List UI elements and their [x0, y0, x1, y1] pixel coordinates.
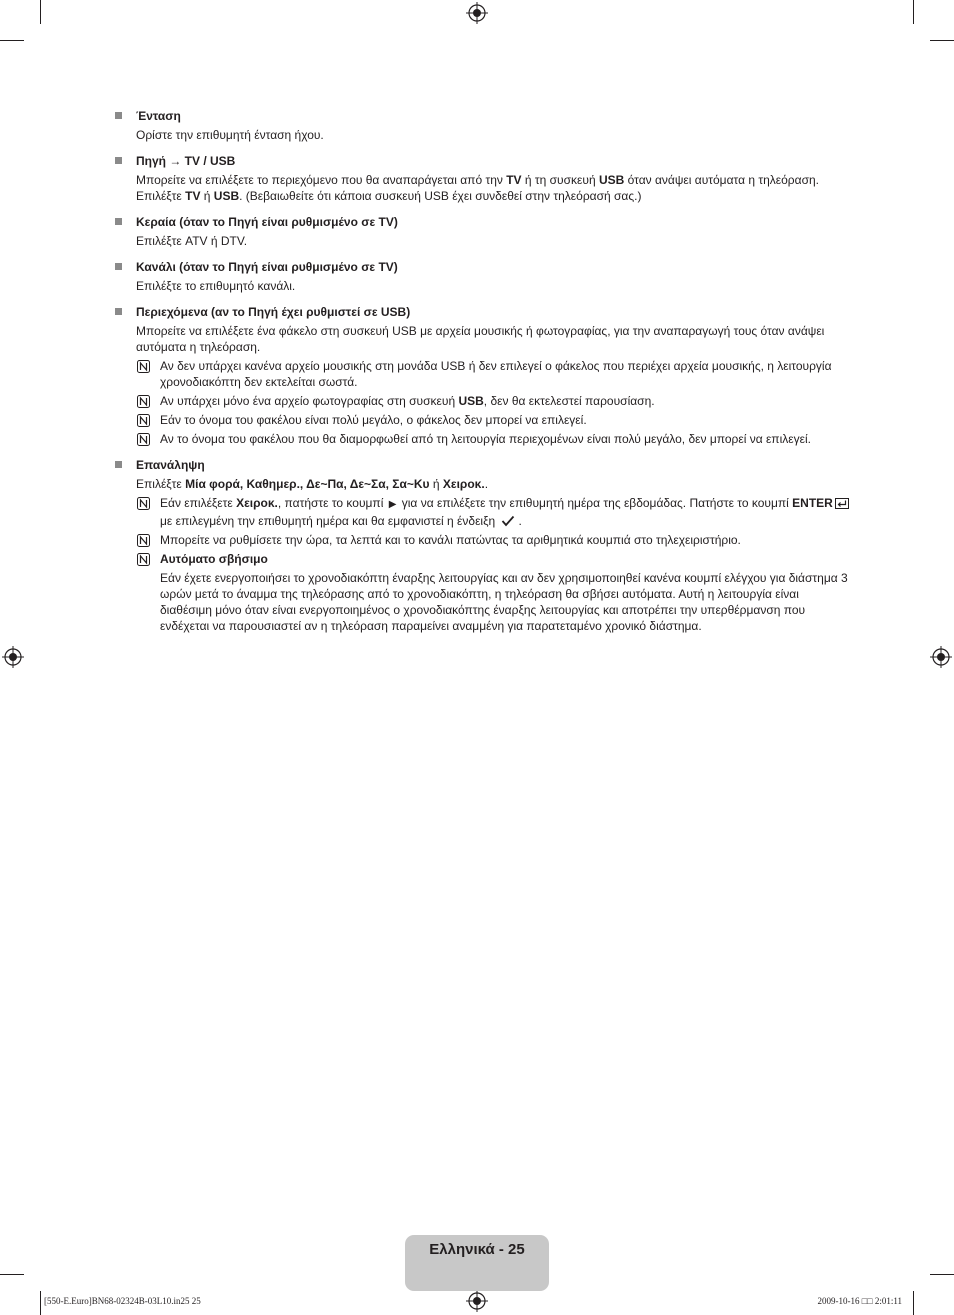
footer-file-info: [550-E.Euro]BN68-02324B-03L10.in25 25: [44, 1296, 201, 1306]
section-contents: [113, 304, 853, 447]
text-run-bold: USB: [598, 173, 625, 187]
section-antenna: [113, 214, 853, 249]
bullet-square-icon: [115, 157, 122, 164]
section-text: Επιλέξτε ATV ή DTV.: [136, 234, 248, 248]
page-number: Ελληνικά - 25: [429, 1241, 525, 1258]
note: [136, 393, 853, 409]
note-icon: [137, 534, 150, 547]
crop-mark: [913, 1291, 914, 1315]
bullet-square-icon: [115, 218, 122, 225]
section-text: Μπορείτε να επιλέξετε ένα φάκελο στη συσκευή USB με αρχεία μουσικής ή φωτογραφίας, για την αναπαραγωγή τους όταν ανάψει αυτόματα η τηλεόραση.: [136, 324, 825, 354]
text-run: ή τη συσκευή: [521, 173, 599, 187]
text-run: όταν ανάψει αυτόματα η τηλεόραση.: [624, 173, 819, 187]
right-arrow-icon: ▶: [388, 499, 397, 510]
section-text-line: [136, 172, 853, 188]
note-icon: [137, 360, 150, 373]
note: [136, 532, 853, 548]
note-icon: [137, 414, 150, 427]
footer-timestamp: 2009-10-16 □□ 2:01:11: [817, 1296, 902, 1306]
note: [136, 358, 853, 390]
registration-mark-icon: [466, 1290, 488, 1312]
crop-mark: [40, 0, 41, 24]
registration-mark-icon: [2, 646, 24, 668]
text-run: για να επιλέξετε την επιθυμητή ημέρα της εβδομάδας. Πατήστε το κουμπί: [398, 496, 793, 510]
crop-mark: [930, 40, 954, 41]
text-run-bold: Χειροκ.: [442, 477, 485, 491]
note-text: Αν δεν υπάρχει κανένα αρχείο μουσικής στη μονάδα USB ή δεν επιλεγεί ο φάκελος που περιέχει αρχεία μουσικής, η λειτουργία χρονοδιακόπτη δεν εκτελείται σωστά.: [160, 359, 832, 389]
section-text-line: [136, 476, 853, 492]
note-text: Αν το όνομα του φακέλου που θα διαμορφωθεί από τη λειτουργία περιεχομένων είναι πολύ μεγάλο, δεν μπορεί να επιλεγεί.: [160, 432, 811, 446]
text-run: . (Βεβαιωθείτε ότι κάποια συσκευή USB έχει συνδεθεί στην τηλεόρασή σας.): [239, 189, 642, 203]
note: [136, 495, 853, 529]
text-run: ή: [200, 189, 214, 203]
section-channel: [113, 259, 853, 294]
bullet-square-icon: [115, 461, 122, 468]
section-heading: Κεραία (όταν το Πηγή είναι ρυθμισμένο σε TV): [136, 215, 398, 229]
note-title: Αυτόματο σβήσιμο: [160, 552, 268, 566]
text-run: με επιλεγμένη την επιθυμητή ημέρα και θα εμφανιστεί η ένδειξη: [160, 514, 499, 528]
section-source: [113, 153, 853, 204]
note: [136, 431, 853, 447]
text-run: Μπορείτε να επιλέξετε το περιεχόμενο που θα αναπαράγεται από την: [136, 173, 507, 187]
note-icon: [137, 553, 150, 566]
note: [136, 551, 853, 634]
text-run-bold: ENTER: [792, 496, 833, 510]
section-heading: Πηγή → TV / USB: [136, 154, 236, 168]
text-run-bold: Μία φορά, Καθημερ., Δε~Πα, Δε~Σα, Σα~Κυ: [185, 477, 430, 491]
text-run-bold: USB: [458, 394, 484, 408]
text-run: .: [518, 514, 522, 528]
bullet-square-icon: [115, 263, 122, 270]
checkmark-icon: [501, 515, 515, 527]
note-text: Εάν έχετε ενεργοποιήσει το χρονοδιακόπτη έναρξης λειτουργίας και αν δεν χρησιμοποιηθεί κανένα κουμπί ελέγχου για διάστημα 3 ωρών μετά το άναμμα της τηλεόρασης από το χρονοδιακόπτη, η τηλεόραση θα σβήσει αυτόματα. Αυτή η λειτουργία είναι διαθέσιμη μόνο όταν είναι ενεργοποιημένος ο χρονοδιακόπτης έναρξης λειτουργίας και αποτρέπει την υπερθέρμανση που ενδέχεται να παρουσιαστεί αν η τηλεόραση παραμείνει αναμμένη για παρατεταμένο χρονικό διάστημα.: [160, 571, 848, 633]
crop-mark: [40, 1291, 41, 1315]
registration-mark-icon: [466, 2, 488, 24]
note-text: Μπορείτε να ρυθμίσετε την ώρα, τα λεπτά και το κανάλι πατώντας τα αριθμητικά κουμπιά στο τηλεχειριστήριο.: [160, 533, 741, 547]
text-run: ή: [429, 477, 443, 491]
note-icon: [137, 433, 150, 446]
section-text: Ορίστε την επιθυμητή ένταση ήχου.: [136, 128, 324, 142]
note: [136, 412, 853, 428]
text-run: , δεν θα εκτελεστεί παρουσίαση.: [483, 394, 655, 408]
text-run: Επιλέξτε: [136, 189, 186, 203]
section-repeat: [113, 457, 853, 634]
text-run: Εάν επιλέξετε: [160, 496, 237, 510]
section-heading: Ένταση: [136, 109, 181, 123]
crop-mark: [0, 40, 24, 41]
text-run-bold: TV: [506, 173, 522, 187]
note-icon: [137, 497, 150, 510]
bullet-square-icon: [115, 112, 122, 119]
enter-icon: [835, 498, 849, 509]
text-run: , πατήστε το κουμπί: [277, 496, 387, 510]
registration-mark-icon: [930, 646, 952, 668]
text-run: .: [484, 477, 489, 491]
text-run: Επιλέξτε: [136, 477, 186, 491]
crop-mark: [930, 1274, 954, 1275]
section-text-line: [136, 188, 853, 204]
text-run-bold: USB: [213, 189, 240, 203]
note-icon: [137, 395, 150, 408]
crop-mark: [0, 1274, 24, 1275]
section-heading: Περιεχόμενα (αν το Πηγή έχει ρυθμιστεί σε USB): [136, 305, 411, 319]
page-number-box: [405, 1235, 549, 1291]
text-run: Αν υπάρχει μόνο ένα αρχείο φωτογραφίας στη συσκευή: [160, 394, 459, 408]
note-text: Εάν το όνομα του φακέλου είναι πολύ μεγάλο, ο φάκελος δεν μπορεί να επιλεγεί.: [160, 413, 587, 427]
text-run-bold: Χειροκ.: [236, 496, 278, 510]
bullet-square-icon: [115, 308, 122, 315]
section-volume: [113, 108, 853, 143]
section-text: Επιλέξτε το επιθυμητό κανάλι.: [136, 279, 296, 293]
section-heading: Κανάλι (όταν το Πηγή είναι ρυθμισμένο σε TV): [136, 260, 398, 274]
crop-mark: [913, 0, 914, 24]
section-heading: Επανάληψη: [136, 458, 205, 472]
manual-content: [113, 108, 853, 644]
text-run-bold: TV: [185, 189, 201, 203]
